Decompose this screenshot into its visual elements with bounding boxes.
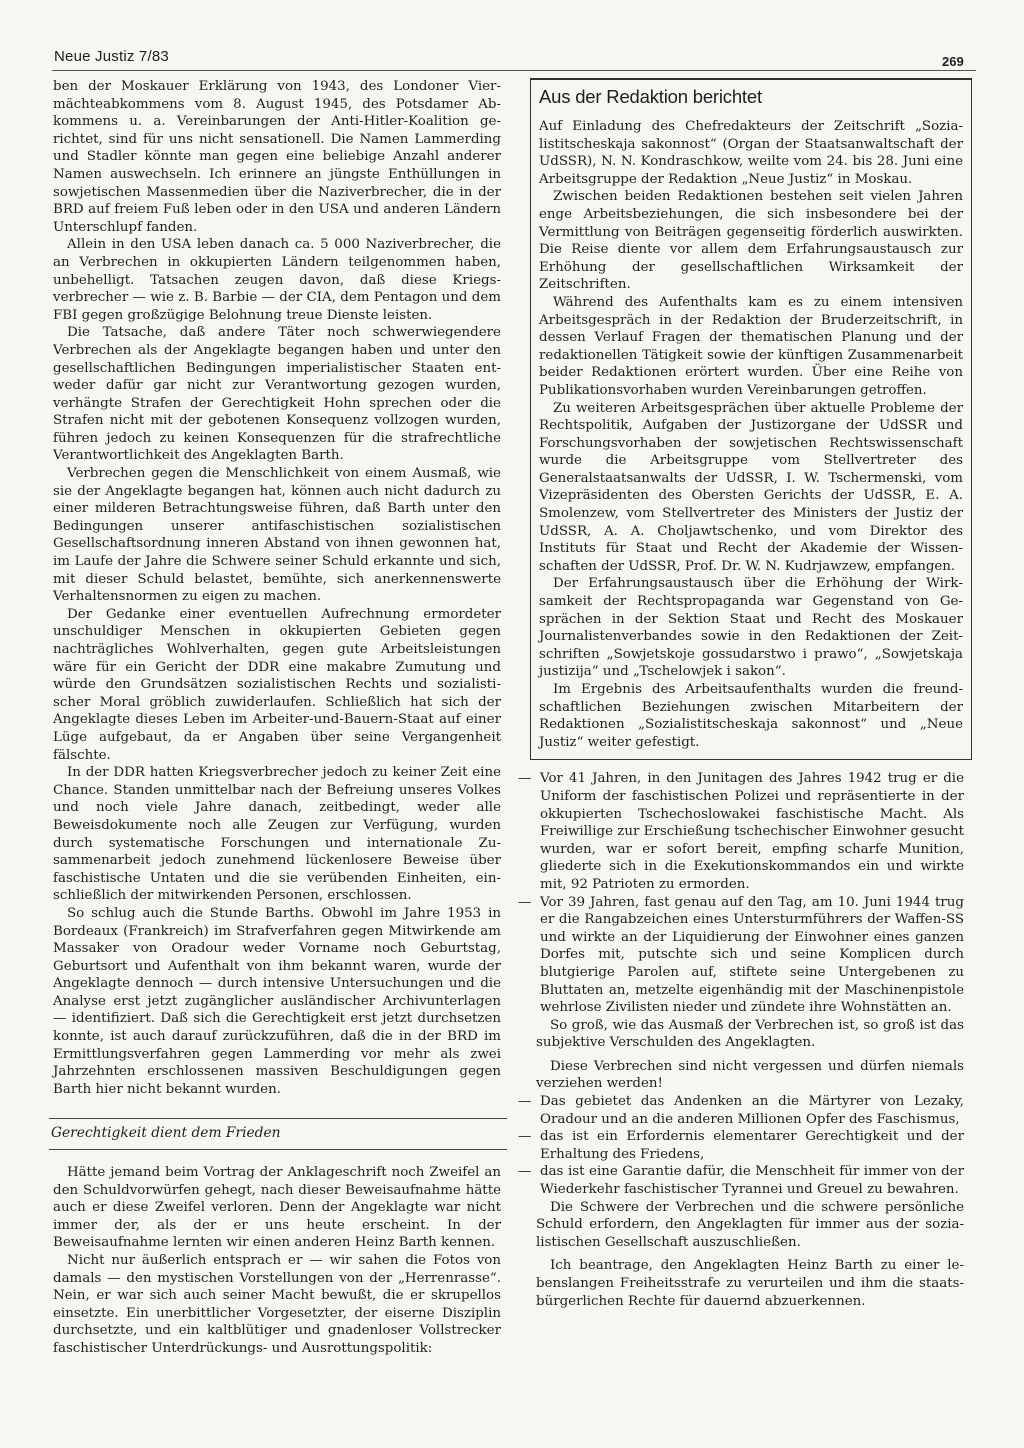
dash-marker: — [518, 894, 532, 910]
paragraph: Zu weiteren Arbeitsgesprächen über aktuelle Probleme der Rechtspolitik, Aufgaben der Justizorgane der UdSSR und Forschungsvorhaben der sowjetischen Rechtswissenschaft wurde die Arbeitsgruppe vom Stellvertreter des Generalstaatsanwalts der UdSSR, I. W. Tschermenski, vom Vizepräsidenten des Obersten Gerichts der UdSSR, E. A. Smolenzew, vom Stellvertreter des Ministers der Justiz der UdSSR, A. A. Choljawtschenko, und vom Direktor des Instituts für Staat und Recht der Akademie der Wissenschaften der UdSSR, Prof. Dr. W. N. Kudrjawzew, empfangen. [539, 400, 963, 574]
header-rule [52, 70, 976, 71]
paragraph: Zwischen beiden Redaktionen bestehen seit vielen Jahren enge Arbeitsbeziehungen, die sich insbesondere bei der Vermittlung von Beiträgen gegenseitig förderlich auswirkten. Die Reise diente vor allem dem Erfahrungsaustausch zur Erhöhung der gesellschaftlichen Wirksamkeit der Zeitschriften. [539, 189, 963, 293]
paragraph: Die Tatsache, daß andere Täter noch schwerwiegendere Verbrechen als der Angeklagte begangen haben und unter den gesellschaftlichen Bedingungen imperialistischer Staaten entweder dafür gar nicht zur Verantwortung gezogen wurden, verhängte Strafen der Gerechtigkeit Hohn sprechen oder die Strafen nicht mit der gebotenen Konsequenz vollzogen wurden, führen jedoch zu keinen Konsequenzen für die strafrechtliche Verantwortlichkeit des Angeklagten Barth. [53, 325, 501, 464]
list-item-text: Vor 39 Jahren, fast genau auf den Tag, am 10. Juni 1944 trug er die Rangabzeichen eines Untersturmführers der Waffen-SS und wirkte an der Liquidierung der Einwohner eines ganzen Dorfes mit, putschte sich und seine Komplicen durch blutgierige Parolen auf, stiftete seine Untergebenen zu Bluttaten an, metzelte eigenhändig mit der Maschinenpistole wehrlose Zivilisten nieder und zündete ihre Wohnstätten an. [540, 894, 964, 1016]
list-item [518, 894, 964, 1017]
paragraph: So schlug auch die Stunde Barths. Obwohl im Jahre 1953 in Bordeaux (Frankreich) im Strafverfahren gegen Mitwirkende am Massaker von Oradour weder Vorname noch Geburtstag, Geburtsort und Aufenthalt von ihm bekannt waren, wurde der Angeklagte dennoch — durch intensive Untersuchungen und die Analyse erst jetzt zugänglicher ausländischer Archivunterlagen — identifiziert. Daß sich die Gerechtigkeit erst jetzt durchsetzen konnte, ist auch darauf zurückzuführen, daß die in der BRD im Ermittlungsverfahren gegen Lammerding vor mehr als zwei Jahrzehnten erschlossenen massiven Beschuldigungen gegen Barth hier nicht bekannt wurden. [53, 905, 501, 1097]
journal-issue-header: Neue Justiz 7/83 [54, 48, 169, 65]
list-item-text: das ist ein Erfordernis elementarer Gerechtigkeit und der Erhaltung des Friedens, [540, 1129, 964, 1162]
list-item [518, 1163, 964, 1198]
dash-list-reasons [518, 1093, 964, 1199]
list-item [518, 770, 964, 893]
paragraph: Im Ergebnis des Arbeitsaufenthalts wurden die freundschaftlichen Beziehungen zwischen Mitarbeitern der Redaktionen „Sozialistitscheskaja sakonnost“ und „Neue Justiz“ weiter gefestigt. [539, 682, 963, 750]
right-column [518, 78, 964, 1310]
paragraph: Der Gedanke einer eventuellen Aufrechnung ermordeter unschuldiger Menschen in okkupierten Gebieten gegen nachträgliches Wohlverhalten, gegen gute Arbeitsleistungen wäre für ein Gericht der DDR eine makabre Zumutung und würde den Grundsätzen sozialistischen Rechts und sozialistischer Moral gröblich zuwiderlaufen. Schließlich hat sich der Angeklagte dieses Leben im Arbeiter-und-Bauern-Staat auf einer Lüge aufgebaut, da er Angaben über seine Vergangenheit fälschte. [53, 606, 501, 763]
list-item [518, 1128, 964, 1163]
section-heading: Gerechtigkeit dient dem Frieden [51, 1125, 281, 1142]
paragraph: In der DDR hatten Kriegsverbrecher jedoch zu keiner Zeit eine Chance. Standen unmittelbar nach der Befreiung unseres Volkes und noch viele Jahre danach, zeitbedingt, weder alle Beweisdokumente noch alle Zeugen zur Verfügung, wurden durch systematische Forschungen und internationale Zusammenarbeit jedoch zunehmend lückenlosere Beweise über faschistische Untaten und die sie verübenden Einheiten, einschließlich der mitwirkenden Personen, erschlossen. [53, 765, 501, 904]
paragraph: Diese Verbrechen sind nicht vergessen und dürfen niemals verziehen werden! [536, 1058, 964, 1092]
page-number: 269 [942, 54, 964, 69]
paragraph: Allein in den USA leben danach ca. 5 000 Naziverbrecher, die an Verbrechen in okkupierten Ländern teilgenommen haben, unbehelligt. Tatsachen zeugen davon, daß diese Kriegsverbrecher — wie z. B. Barbie — der CIA, dem Pentagon und dem FBI gegen großzügige Belohnung treue Dienste leisten. [53, 237, 501, 323]
dash-marker: — [518, 771, 532, 787]
paragraph: ben der Moskauer Erklärung von 1943, des Londoner Viermächteabkommens vom 8. August 1945, des Potsdamer Abkommens u. a. Vereinbarungen der Anti-Hitler-Koalition gerichtet, sind für uns nicht sensationell. Die Namen Lammerding und Stadler könnte man gegen eine beliebige Anzahl anderer Namen auswechseln. Ich erinnere an jüngste Enthüllungen in sowjetischen Massenmedien über die Naziverbrecher, die in der BRD auf freiem Fuß leben oder in den USA und anderen Ländern Unterschlupf fanden. [53, 79, 501, 235]
dash-marker: — [518, 1164, 532, 1180]
paragraph: Der Erfahrungsaustausch über die Erhöhung der Wirksamkeit der Rechtspropaganda war Gegenstand von Gesprächen in der Sektion Staat und Recht des Moskauer Journalistenverbandes sowie in den Redaktionen der Zeitschriften „Sowjetskoje gossudarstwo i prawo“, „Sowjetskaja justizija“ und „Tschelowjek i sakon“. [539, 576, 963, 680]
section-heading-box [49, 1118, 507, 1150]
left-column [53, 78, 501, 1358]
paragraph: Die Schwere der Verbrechen und die schwere persönliche Schuld erfordern, den Angeklagten für immer aus der sozialistischen Gesellschaft auszuschließen. [536, 1199, 964, 1250]
paragraph: Hätte jemand beim Vortrag der Anklageschrift noch Zweifel an den Schuldvorwürfen gehegt, nach dieser Beweisaufnahme hätte auch er diese Zweifel verloren. Denn der Angeklagte war nicht immer der, als der er uns heute erscheint. In der Beweisaufnahme lernten wir einen anderen Heinz Barth kennen. [53, 1165, 501, 1251]
box-title: Aus der Redaktion berichtet [539, 86, 762, 107]
dash-marker: — [518, 1094, 532, 1110]
list-item [518, 1093, 964, 1128]
list-item-text: Vor 41 Jahren, in den Junitagen des Jahres 1942 trug er die Uniform der faschistischen Polizei und repräsentierte in der okkupierten Tschechoslowakei faschistische Macht. Als Freiwillige zur Erschießung tschechischer Einwohner gesucht wurden, war er sofort bereit, empfing scharfe Munition, gliederte sich in die Exekutionskommandos ein und wirkte mit, 92 Patrioten zu ermorden. [540, 771, 964, 892]
editorial-news-box [530, 78, 972, 760]
dash-marker: — [518, 1129, 532, 1145]
paragraph: Auf Einladung des Chefredakteurs der Zeitschrift „Sozialistitscheskaja sakonnost“ (Organ der Staatsanwaltschaft der UdSSR), N. N. Kondraschkow, weilte vom 24. bis 28. Juni eine Arbeitsgruppe der Redaktion „Neue Justiz“ in Moskau. [539, 119, 963, 187]
list-item-text: Das gebietet das Andenken an die Märtyrer von Lezaky, Oradour und an die anderen Millionen Opfer des Faschismus, [540, 1094, 964, 1127]
paragraph: Ich beantrage, den Angeklagten Heinz Barth zu einer lebenslangen Freiheitsstrafe zu verurteilen und ihm die staatsbürgerlichen Rechte für dauernd abzuerkennen. [536, 1258, 964, 1309]
paragraph: Während des Aufenthalts kam es zu einem intensiven Arbeitsgespräch in der Redaktion der Bruderzeitschrift, in dessen Verlauf Fragen der thematischen Planung und der redaktionellen Tätigkeit sowie der künftigen Zusammenarbeit beider Redaktionen erörtert wurden. Über eine Reihe von Publikationsvorhaben wurden Vereinbarungen getroffen. [539, 294, 963, 398]
dash-list-crimes [518, 770, 964, 1016]
list-item-text: das ist eine Garantie dafür, die Menschheit für immer von der Wiederkehr faschistischer Tyrannei und Greuel zu bewahren. [540, 1164, 964, 1198]
paragraph: Nicht nur äußerlich entsprach er — wir sahen die Fotos von damals — den mystischen Vorstellungen von der „Herrenrasse“. Nein, er war sich auch seiner Macht bewußt, die er skrupellos einsetzte. Ein unerbittlicher Vorgesetzter, der eiserne Disziplin durchsetzte, und ein kaltblütiger und gnadenloser Vollstrecker faschistischer Unterdrückungs- und Ausrottungspolitik: [53, 1253, 501, 1356]
paragraph: Verbrechen gegen die Menschlichkeit von einem Ausmaß, wie sie der Angeklagte begangen hat, können auch nicht dadurch zu einer milderen Betrachtungsweise führen, daß Barth unter den Bedingungen unserer antifaschistischen sozialistischen Gesellschaftsordnung inneren Abstand von ihnen gewonnen hat, im Laufe der Jahre die Schwere seiner Schuld erkannte und sich, mit dieser Schuld belastet, bemühte, sich anerkennenswerte Verhaltensnormen zu eigen zu machen. [53, 466, 501, 605]
paragraph: So groß, wie das Ausmaß der Verbrechen ist, so groß ist das subjektive Verschulden des Angeklagten. [536, 1017, 964, 1051]
